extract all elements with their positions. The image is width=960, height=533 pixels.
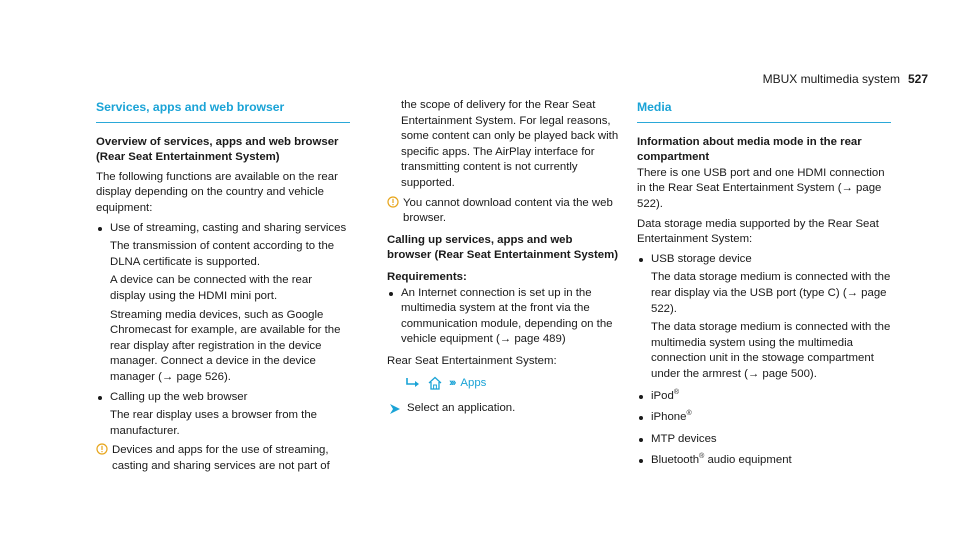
bullet-text: MTP devices [651, 432, 717, 445]
bullet-text: iPod [651, 389, 674, 402]
registered-mark: ® [699, 453, 705, 461]
info-note-icon [96, 443, 108, 455]
bullet-text: iPhone [651, 411, 687, 424]
note-text: You cannot download content via the web browser. [403, 196, 613, 225]
nav-path [387, 376, 619, 392]
header-title: MBUX multimedia system [762, 72, 900, 86]
step-text: Select an application. [407, 402, 516, 415]
info-note-icon [387, 196, 399, 208]
page-number: 527 [907, 72, 928, 86]
bullet-text: The data storage medium is connected with the rear display via the USB port (type C) (→ page 522). [651, 271, 891, 315]
bullet-text: Bluetooth [651, 454, 700, 467]
note-text: Devices and apps for the use of streaming, casting and sharing services are not part of [112, 444, 330, 472]
subheading-media-mode: Information about media mode in the rear compartment [637, 135, 862, 164]
column-3 [637, 100, 891, 469]
bullet-title: USB storage device [651, 252, 752, 265]
bullet-text: The rear display uses a browser from the manufacturer. [110, 409, 318, 437]
arrow-right-icon [389, 403, 401, 415]
page-header [763, 72, 928, 88]
column-2 [387, 98, 619, 417]
bullet-text: Streaming media devices, such as Google Chromecast for example, are available for the rear display after registration in the device manager. Connect a device in the device manager (→ page 526). [110, 308, 341, 383]
registered-mark: ® [686, 410, 692, 418]
step-row [387, 401, 619, 417]
subheading-calling-up: Calling up services, apps and web browser (Rear Seat Entertainment System) [387, 233, 619, 262]
return-arrow-icon [405, 377, 421, 389]
intro-text: There is one USB port and one HDMI connection in the Rear Seat Entertainment System (→ page 522). [637, 166, 885, 210]
requirements-label: Requirements: [387, 270, 467, 283]
system-label: Rear Seat Entertainment System: [387, 354, 557, 367]
note-box [96, 443, 350, 474]
bullet-text: The data storage medium is connected with the multimedia system using the multimedia connection unit in the stowage compartment under the armrest (→ page 500). [651, 321, 891, 380]
column-1 [96, 100, 350, 474]
bullet-mtp [637, 432, 891, 448]
intro-text: The following functions are available on the rear display depending on the country and vehicle equipment: [96, 170, 338, 214]
home-icon[interactable] [427, 376, 443, 390]
bullet-usb [637, 252, 891, 383]
bullet-text: audio equipment [704, 454, 792, 467]
bullet-iphone [637, 410, 891, 426]
bullet-title: Use of streaming, casting and sharing services [110, 221, 347, 234]
double-chevron-icon: ››› [449, 376, 455, 389]
bullet-text: The transmission of content according to the DLNA certificate is supported. [110, 240, 335, 268]
section-heading-media: Media [637, 100, 891, 123]
section-heading-services: Services, apps and web browser [96, 100, 350, 123]
bullet-streaming [96, 221, 350, 386]
requirement-item [387, 286, 619, 348]
registered-mark: ® [673, 388, 679, 396]
bullet-title: Calling up the web browser [110, 390, 248, 403]
supported-media-text: Data storage media supported by the Rear Seat Entertainment System: [637, 217, 879, 246]
nav-apps[interactable]: Apps [460, 376, 487, 389]
bullet-web-browser [96, 390, 350, 440]
requirement-text: An Internet connection is set up in the multimedia system at the front via the communication module, depending on the vehicle equipment (→ page 489) [401, 286, 613, 346]
bullet-ipod [637, 389, 891, 405]
continued-text: the scope of delivery for the Rear Seat Entertainment System. For legal reasons, some content can only be played back with specific apps. The AirPlay interface for transmitting content is not currently supported. [401, 99, 619, 189]
note-box [387, 196, 619, 227]
bullet-text: A device can be connected with the rear display using the HDMI mini port. [110, 274, 312, 302]
bullet-bluetooth [637, 453, 891, 469]
subheading-overview: Overview of services, apps and web browser (Rear Seat Entertainment System) [96, 135, 339, 164]
